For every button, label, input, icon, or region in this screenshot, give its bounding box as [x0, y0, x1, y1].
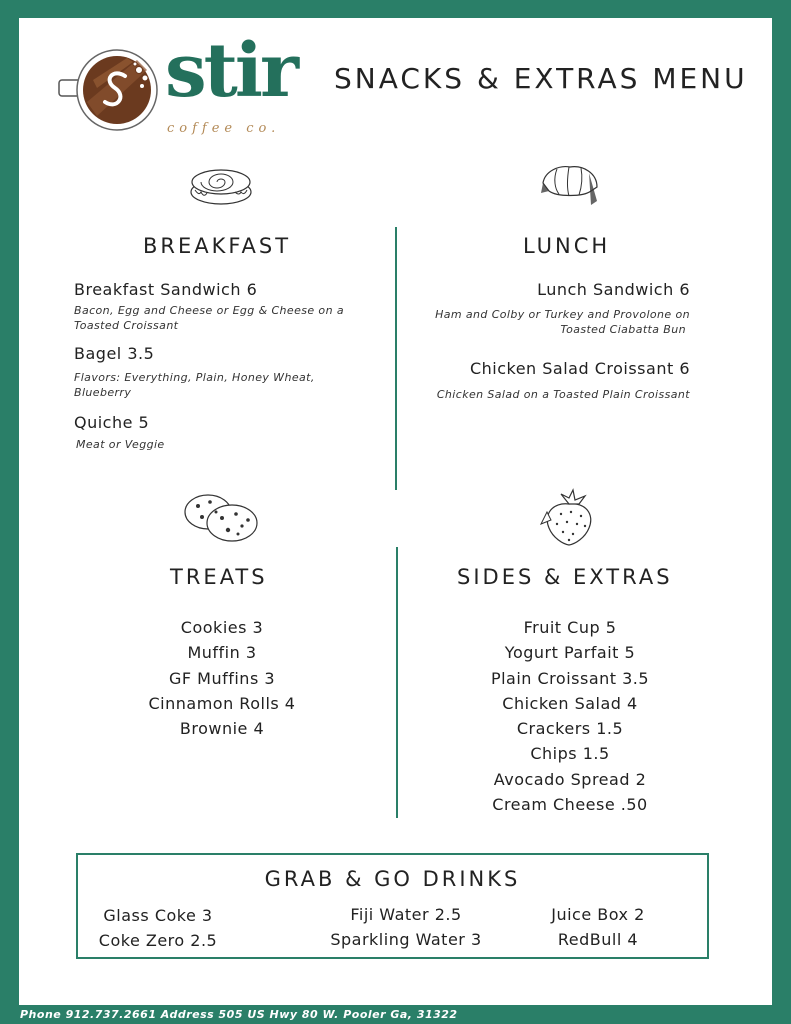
breakfast-item-desc: Bacon, Egg and Cheese or Egg & Cheese on a Toasted Croissant: [74, 304, 344, 332]
treats-item: Brownie 4: [179, 719, 265, 739]
treats-item: Cookies 3: [180, 618, 264, 637]
breakfast-item-name: Bagel 3.5: [74, 344, 155, 363]
drinks-title: GRAB & GO DRINKS: [264, 867, 521, 891]
brand-tagline: coffee co.: [167, 121, 281, 136]
drink-item: Glass Coke 3: [103, 906, 213, 925]
treats-item: GF Muffins 3: [168, 668, 276, 688]
lunch-item-desc: Ham and Colby or Turkey and Provolone on: [435, 308, 690, 321]
drink-item: Coke Zero 2.5: [98, 930, 218, 950]
drink-item: RedBull 4: [557, 929, 639, 949]
brand-name: stir: [165, 28, 296, 114]
lunch-item-desc: Toasted Ciabatta Bun: [560, 323, 686, 336]
brand-logo: [57, 28, 307, 143]
lunch-item-name: Chicken Salad Croissant 6: [469, 359, 690, 378]
treats-title: TREATS: [170, 565, 268, 589]
coffee-cup-icon: [57, 40, 162, 140]
lunch-item-name: Lunch Sandwich 6: [537, 280, 690, 299]
strawberry-icon: [539, 488, 599, 548]
sides-item: Fruit Cup 5: [523, 618, 617, 637]
sides-item: Plain Croissant 3.5: [490, 668, 650, 688]
sides-item: Cream Cheese .50: [492, 795, 648, 815]
treats-item: Cinnamon Rolls 4: [148, 693, 296, 713]
menu-page: [19, 18, 772, 1005]
breakfast-item-name: Breakfast Sandwich 6: [74, 280, 258, 299]
drink-item: Juice Box 2: [551, 905, 645, 924]
cookies-icon: [182, 490, 260, 544]
drinks-column-1: [78, 904, 238, 953]
sides-item: Avocado Spread 2: [493, 769, 647, 789]
sides-item: Chips 1.5: [530, 744, 610, 764]
menu-title: SNACKS & EXTRAS MENU: [334, 62, 748, 95]
croissant-icon: [539, 161, 601, 207]
drinks-column-3: [538, 903, 658, 952]
sides-list: [470, 615, 670, 817]
drink-item: Sparkling Water 3: [330, 929, 482, 949]
cinnamon-roll-icon: [189, 164, 253, 206]
column-divider: [396, 547, 398, 818]
column-divider: [395, 227, 397, 490]
drink-item: Fiji Water 2.5: [350, 905, 462, 924]
breakfast-item-name: Quiche 5: [74, 413, 150, 432]
treats-item: Muffin 3: [187, 643, 257, 663]
sides-item: Crackers 1.5: [516, 719, 624, 739]
breakfast-item-desc: Meat or Veggie: [76, 438, 165, 451]
drinks-column-2: [306, 903, 506, 952]
drinks-box: [76, 853, 709, 959]
sides-title: SIDES & EXTRAS: [457, 565, 673, 589]
breakfast-item-desc: Flavors: Everything, Plain, Honey Wheat, Blueberry: [74, 371, 315, 399]
sides-item: Yogurt Parfait 5: [504, 643, 636, 663]
treats-list: [122, 615, 322, 741]
lunch-title: LUNCH: [523, 234, 611, 258]
sides-item: Chicken Salad 4: [502, 693, 638, 713]
lunch-item-desc: Chicken Salad on a Toasted Plain Croissant: [436, 388, 690, 401]
breakfast-title: BREAKFAST: [143, 234, 292, 258]
footer-contact: Phone 912.737.2661 Address 505 US Hwy 80 W. Pooler Ga, 31322: [20, 1008, 458, 1021]
